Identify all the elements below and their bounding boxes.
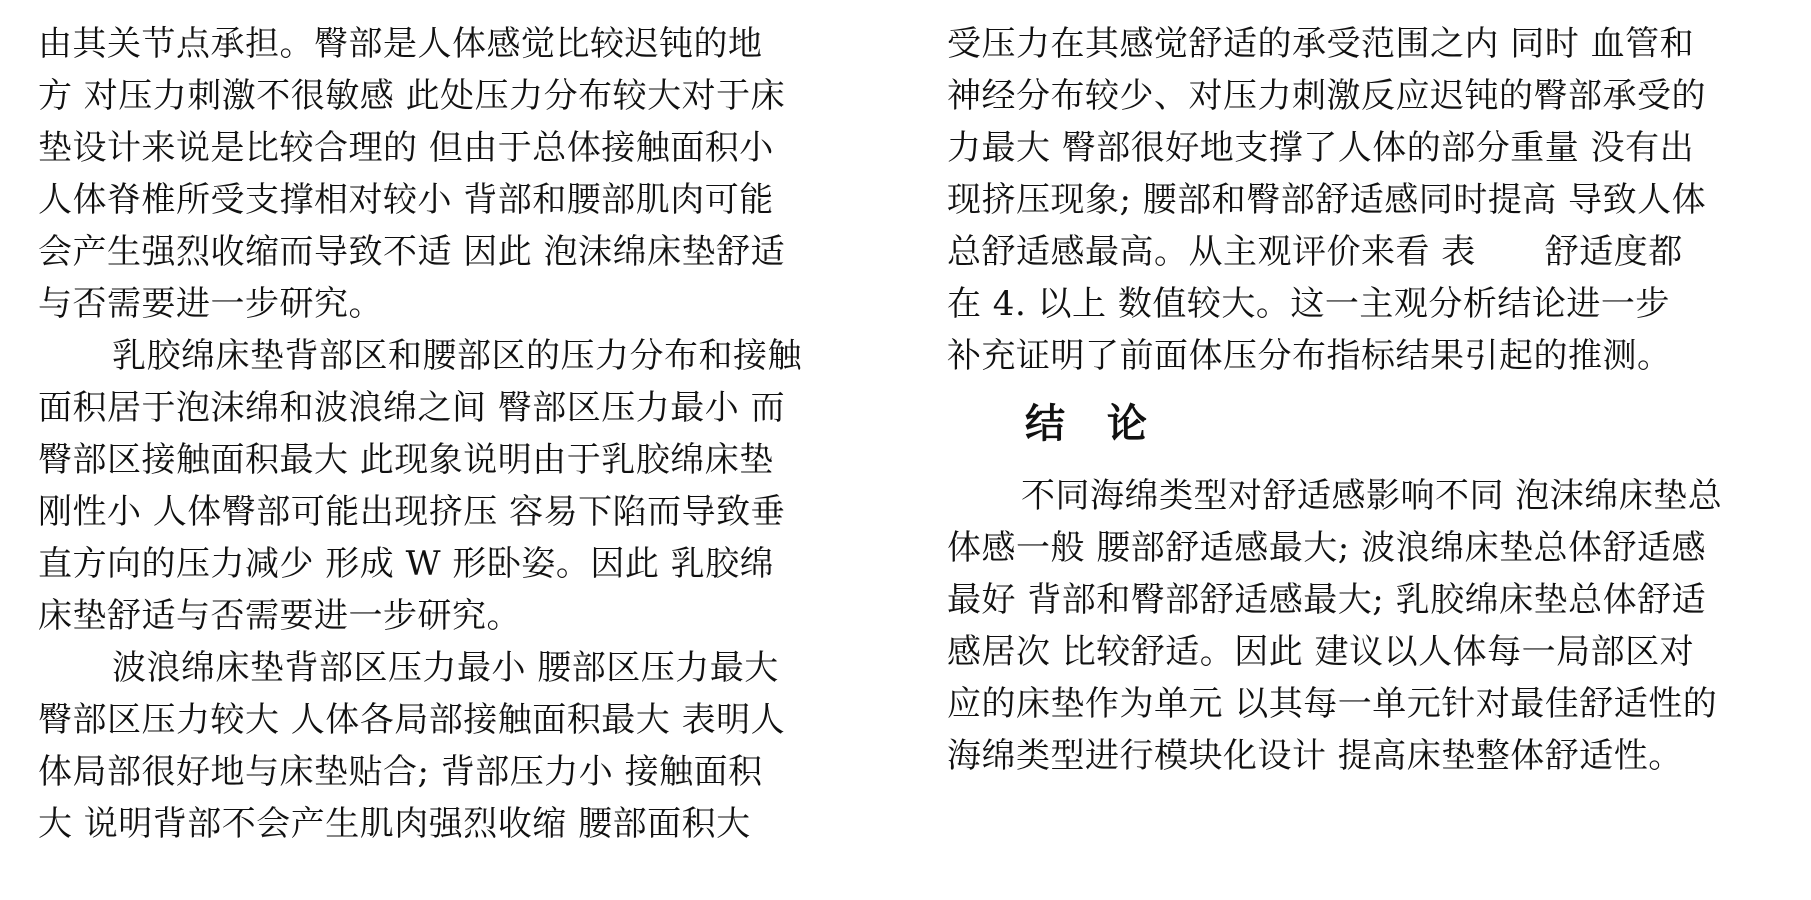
left-line-7: 乳胶绵床垫背部区和腰部区的压力分布和接触 xyxy=(112,336,802,376)
left-line-6: 与否需要进一步研究。 xyxy=(38,284,383,324)
right-line-2: 神经分布较少、对压力刺激反应迟钝的臀部承受的 xyxy=(947,76,1706,116)
left-line-14: 臀部区压力较大 人体各局部接触面积最大 表明人 xyxy=(38,700,786,740)
left-column xyxy=(38,18,876,844)
left-line-2: 方 对压力刺激不很敏感 此处压力分布较大对于床 xyxy=(38,76,786,116)
right-line-12: 应的床垫作为单元 以其每一单元针对最佳舒适性的 xyxy=(947,684,1718,724)
left-line-8: 面积居于泡沫绵和波浪绵之间 臀部区压力最小 而 xyxy=(38,388,786,428)
section-heading-conclusion: 结 论 xyxy=(1025,400,1161,447)
right-column xyxy=(947,18,1785,782)
right-line-10: 最好 背部和臀部舒适感最大; 乳胶绵床垫总体舒适 xyxy=(947,580,1707,620)
right-line-3: 力最大 臀部很好地支撑了人体的部分重量 没有出 xyxy=(947,128,1695,168)
right-line-8: 不同海绵类型对舒适感影响不同 泡沫绵床垫总 xyxy=(1021,476,1723,516)
left-line-16-clipped xyxy=(38,798,876,844)
left-line-3: 垫设计来说是比较合理的 但由于总体接触面积小 xyxy=(38,128,774,168)
right-line-13: 海绵类型进行模块化设计 提高床垫整体舒适性。 xyxy=(947,736,1683,776)
left-line-12: 床垫舒适与否需要进一步研究。 xyxy=(38,596,521,636)
left-line-11: 直方向的压力减少 形成 W 形卧姿。因此 乳胶绵 xyxy=(38,544,775,584)
left-line-4: 人体脊椎所受支撑相对较小 背部和腰部肌肉可能 xyxy=(38,180,774,220)
right-line-6: 在 4. 以上 数值较大。这一主观分析结论进一步 xyxy=(947,284,1670,324)
right-line-1: 受压力在其感觉舒适的承受范围之内 同时 血管和 xyxy=(947,24,1695,64)
left-line-1: 由其关节点承担。臀部是人体感觉比较迟钝的地 xyxy=(38,24,763,64)
right-line-4: 现挤压现象; 腰部和臀部舒适感同时提高 导致人体 xyxy=(947,180,1707,220)
right-line-7: 补充证明了前面体压分布指标结果引起的推测。 xyxy=(947,336,1672,376)
right-line-11: 感居次 比较舒适。因此 建议以人体每一局部区对 xyxy=(947,632,1695,672)
left-line-15: 体局部很好地与床垫贴合; 背部压力小 接触面积 xyxy=(38,752,763,792)
right-line-5: 总舒适感最高。从主观评价来看 表 舒适度都 xyxy=(947,232,1683,272)
right-line-9: 体感一般 腰部舒适感最大; 波浪绵床垫总体舒适感 xyxy=(947,528,1707,568)
left-line-13: 波浪绵床垫背部区压力最小 腰部区压力最大 xyxy=(112,648,779,688)
left-line-16: 大 说明背部不会产生肌肉强烈收缩 腰部面积大 xyxy=(38,804,751,844)
left-line-10: 刚性小 人体臀部可能出现挤压 容易下陷而导致垂 xyxy=(38,492,786,532)
left-line-9: 臀部区接触面积最大 此现象说明由于乳胶绵床垫 xyxy=(38,440,774,480)
left-line-5: 会产生强烈收缩而导致不适 因此 泡沫绵床垫舒适 xyxy=(38,232,786,272)
